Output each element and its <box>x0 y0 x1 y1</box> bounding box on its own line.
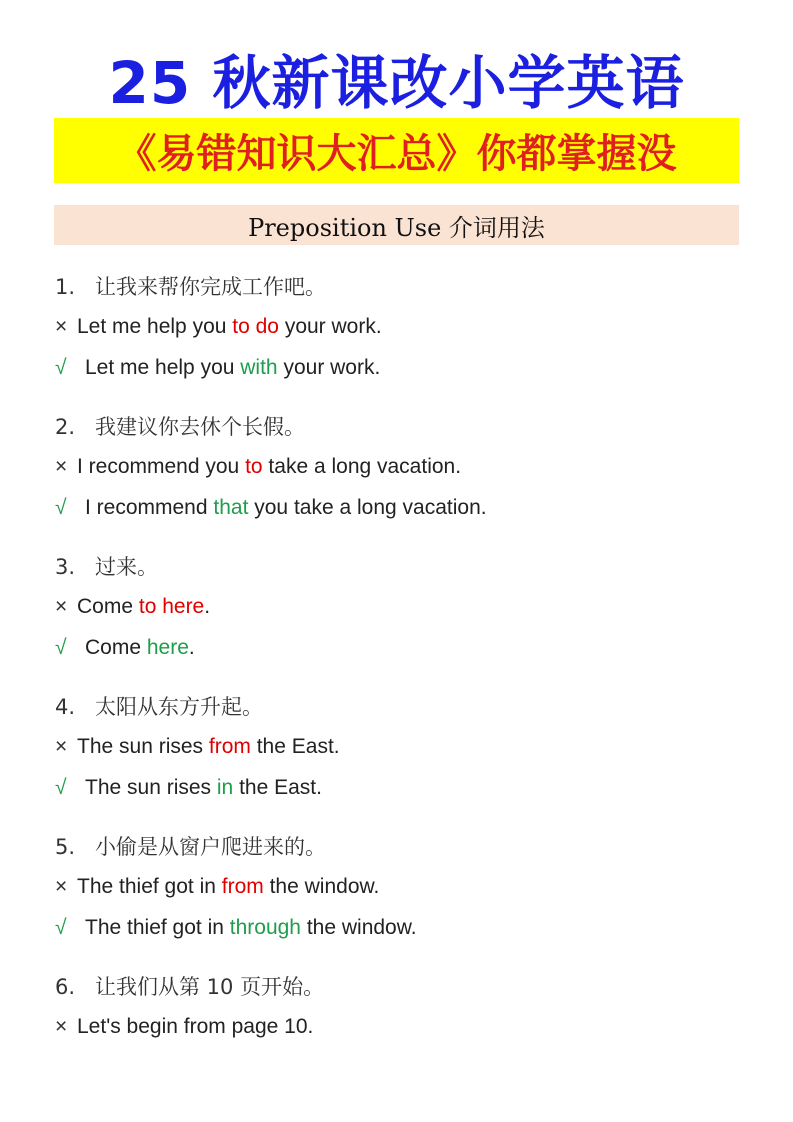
question-line <box>55 688 745 726</box>
item-number: 1. <box>55 275 76 299</box>
question-line <box>55 968 745 1006</box>
section-title: Preposition Use 介词用法 <box>248 213 545 242</box>
sentence-text: the window. <box>263 875 380 898</box>
wrong-sentence <box>55 306 745 347</box>
item-list <box>55 268 745 1067</box>
sentence-text: take a long vacation. <box>262 455 462 478</box>
check-mark-icon: √ <box>55 496 67 519</box>
wrong-sentence <box>55 586 745 627</box>
question-text: 太阳从东方升起。 <box>95 695 263 719</box>
correct-sentence <box>55 627 745 668</box>
sentence-text: Let me help you <box>77 315 233 338</box>
sentence-text: the East. <box>250 735 340 758</box>
sentence-text: your work. <box>277 356 381 379</box>
wrong-mark-icon: × <box>55 455 68 478</box>
question-line <box>55 408 745 446</box>
section-header <box>54 205 739 245</box>
list-item <box>55 268 745 388</box>
question-text: 让我们从第 10 页开始。 <box>95 975 325 999</box>
sentence-text: The sun rises <box>85 776 217 799</box>
wrong-sentence <box>55 1006 745 1047</box>
correct-sentence <box>55 767 745 808</box>
wrong-sentence <box>55 866 745 907</box>
subtitle-banner <box>54 118 739 183</box>
page-title: 25 秋新课改小学英语 <box>108 49 685 117</box>
sentence-text: Let me help you <box>85 356 241 379</box>
correct-highlight: in <box>216 776 234 799</box>
error-highlight: to here <box>138 595 205 618</box>
sentence-text: the East. <box>233 776 322 799</box>
question-line <box>55 828 745 866</box>
item-number: 5. <box>55 835 76 859</box>
error-highlight: to <box>245 455 263 478</box>
sentence-text: Let's begin from page 10. <box>77 1015 314 1038</box>
question-line <box>55 268 745 306</box>
check-mark-icon: √ <box>55 636 67 659</box>
list-item <box>55 828 745 948</box>
item-number: 6. <box>55 975 76 999</box>
sentence-text: your work. <box>278 315 382 338</box>
check-mark-icon: √ <box>55 356 67 379</box>
item-number: 4. <box>55 695 76 719</box>
item-number: 2. <box>55 415 76 439</box>
sentence-text: you take a long vacation. <box>248 496 487 519</box>
sentence-text: . <box>204 595 211 618</box>
question-text: 让我来帮你完成工作吧。 <box>95 275 326 299</box>
wrong-sentence <box>55 726 745 767</box>
correct-highlight: here <box>146 636 189 659</box>
question-text: 我建议你去休个长假。 <box>95 415 305 439</box>
question-line <box>55 548 745 586</box>
sentence-text: Come <box>77 595 139 618</box>
question-text: 小偷是从窗户爬进来的。 <box>95 835 326 859</box>
sentence-text: I recommend you <box>77 455 246 478</box>
banner-text: 《易错知识大汇总》你都掌握没 <box>116 130 677 177</box>
list-item <box>55 408 745 528</box>
wrong-mark-icon: × <box>55 595 68 618</box>
list-item <box>55 548 745 668</box>
correct-sentence <box>55 487 745 528</box>
wrong-mark-icon: × <box>55 1015 68 1038</box>
list-item <box>55 968 745 1047</box>
wrong-mark-icon: × <box>55 735 68 758</box>
check-mark-icon: √ <box>55 776 67 799</box>
sentence-text: I recommend <box>85 496 214 519</box>
sentence-text: the window. <box>301 916 417 939</box>
error-highlight: from <box>221 875 264 898</box>
sentence-text: The thief got in <box>85 916 230 939</box>
check-mark-icon: √ <box>55 916 67 939</box>
list-item <box>55 688 745 808</box>
wrong-mark-icon: × <box>55 875 68 898</box>
correct-sentence <box>55 907 745 948</box>
error-highlight: to do <box>232 315 279 338</box>
wrong-mark-icon: × <box>55 315 68 338</box>
correct-highlight: that <box>213 496 249 519</box>
wrong-sentence <box>55 446 745 487</box>
sentence-text: Come <box>85 636 147 659</box>
correct-highlight: through <box>229 916 301 939</box>
correct-highlight: with <box>240 356 278 379</box>
item-number: 3. <box>55 555 76 579</box>
question-text: 过来。 <box>95 555 158 579</box>
error-highlight: from <box>208 735 251 758</box>
sentence-text: . <box>188 636 195 659</box>
sentence-text: The sun rises <box>77 735 209 758</box>
sentence-text: The thief got in <box>77 875 222 898</box>
correct-sentence <box>55 347 745 388</box>
